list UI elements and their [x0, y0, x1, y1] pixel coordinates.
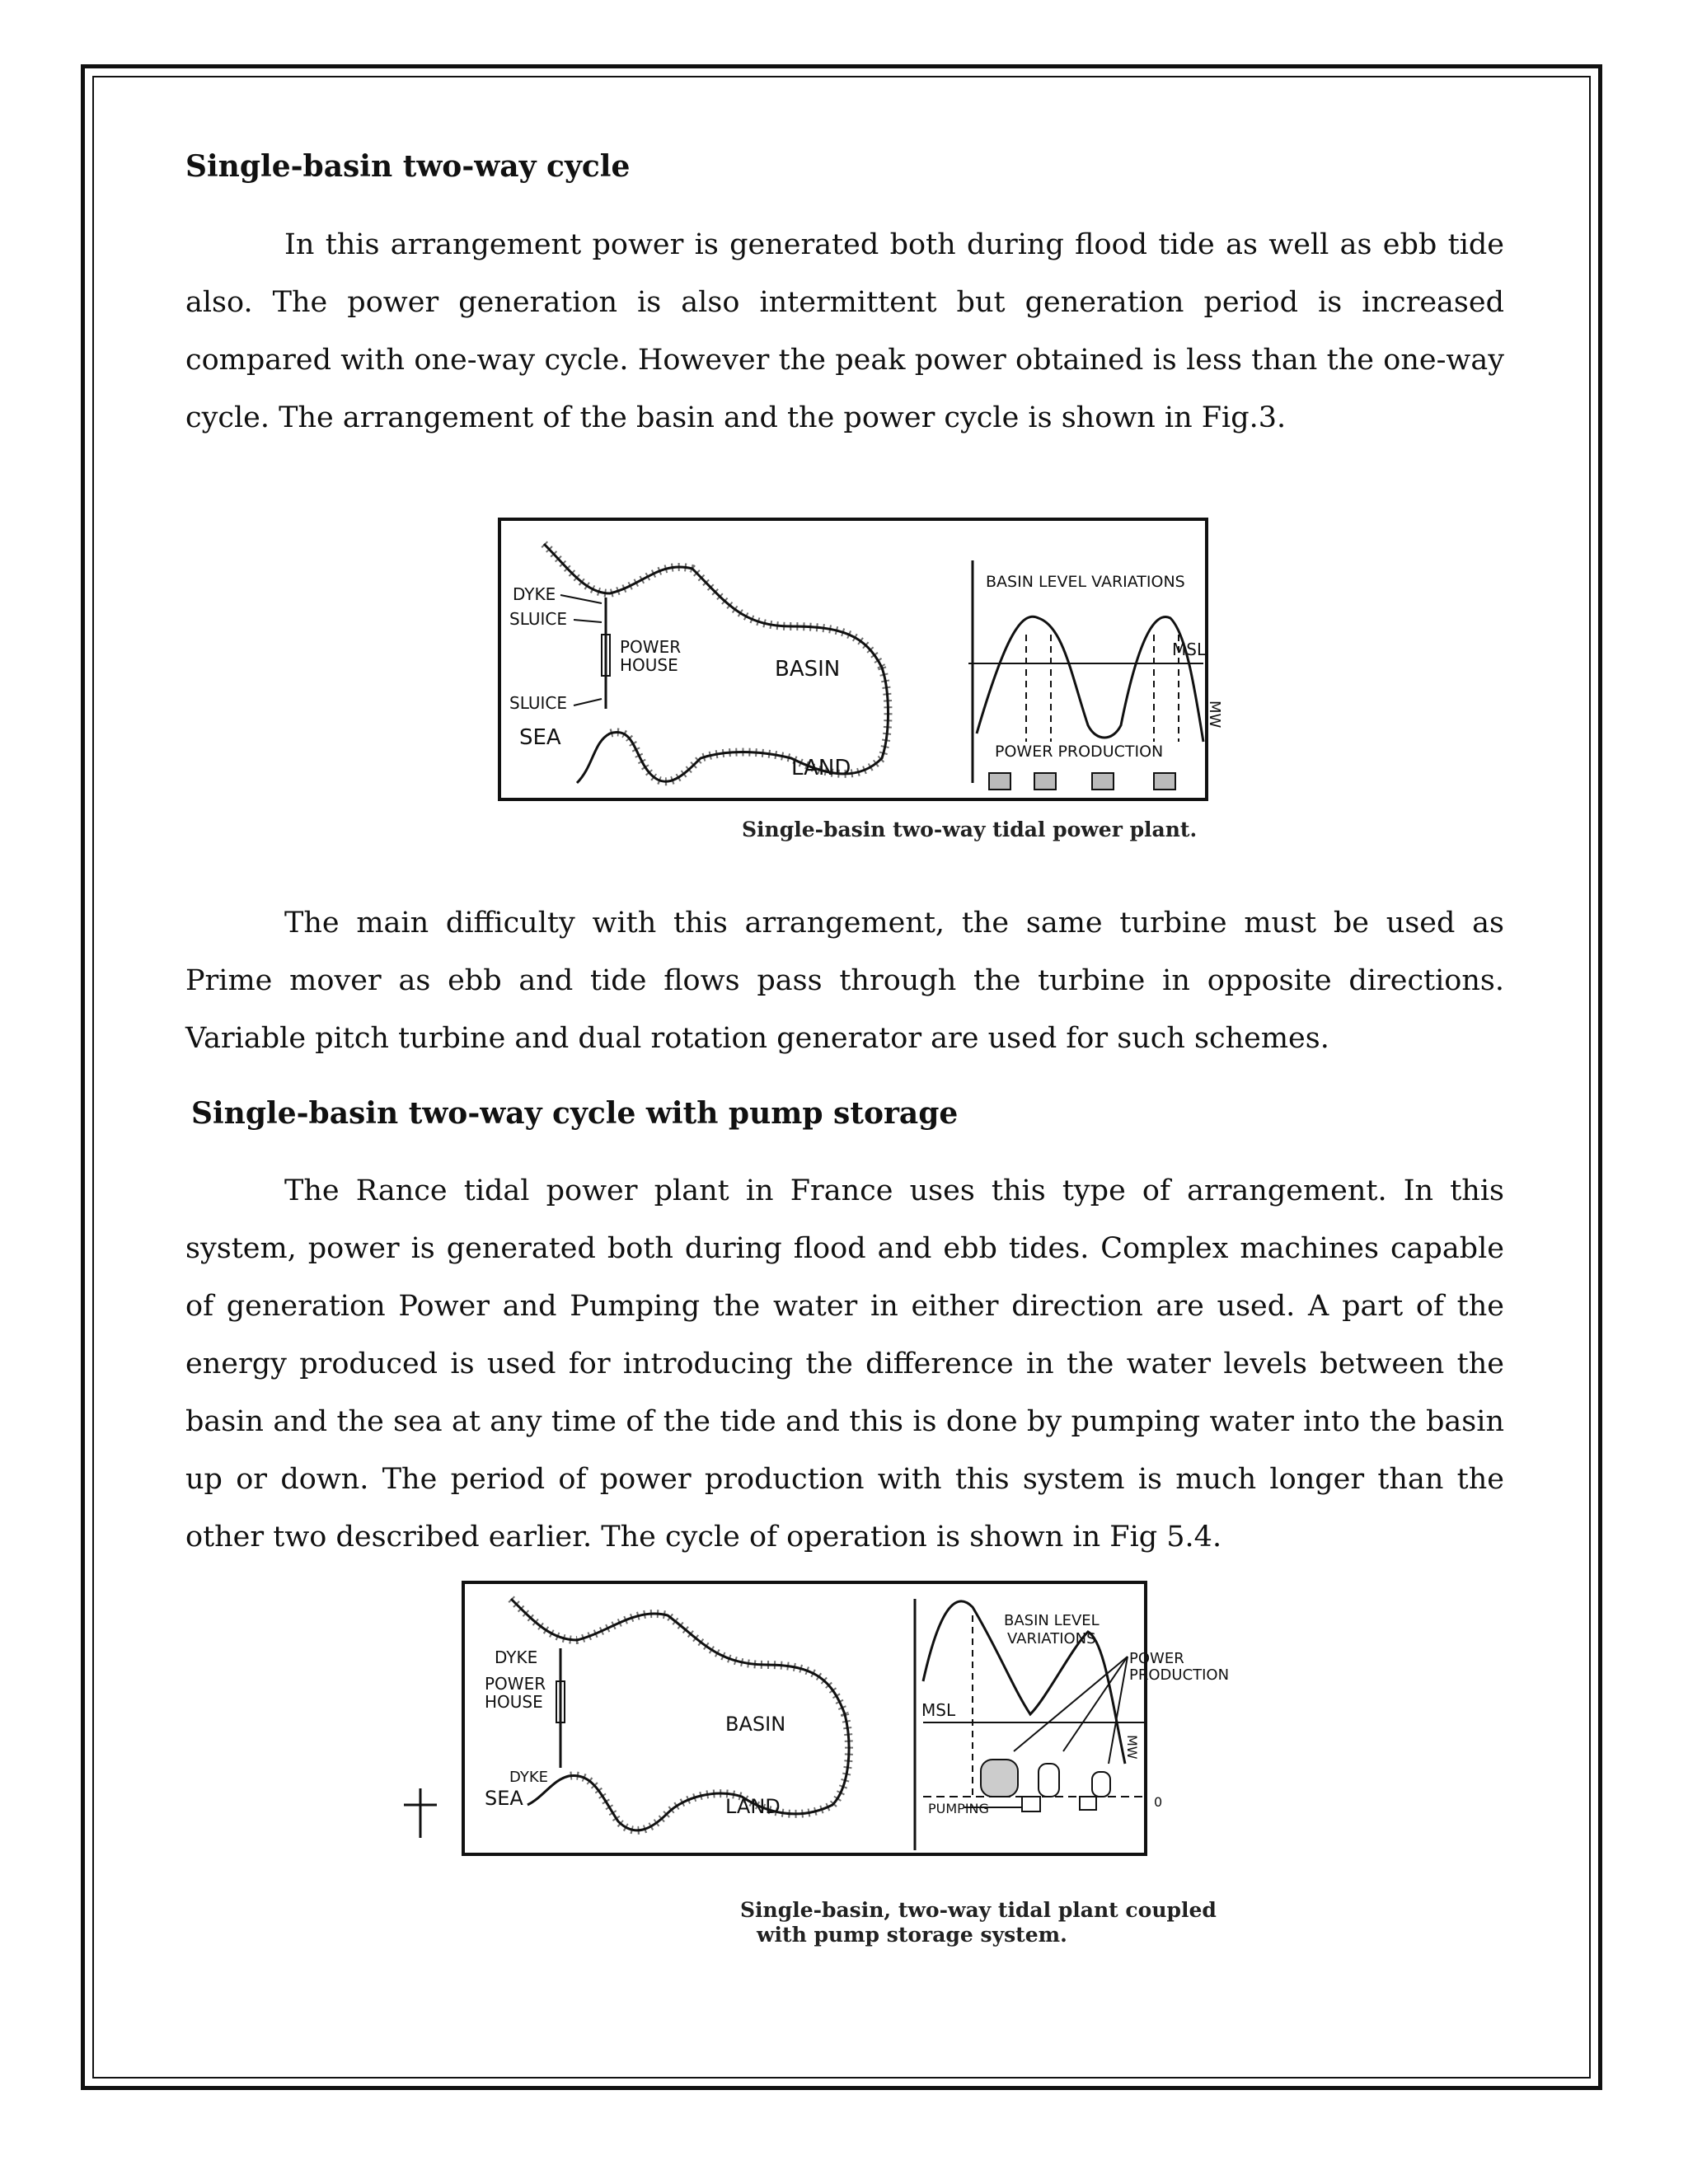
label-sluice-bottom: SLUICE: [509, 693, 567, 713]
label-power-production: POWER PRODUCTION: [995, 743, 1164, 761]
label-basin-level-2: VARIATIONS: [1007, 1630, 1096, 1647]
figure-pump-storage-plant: [387, 1574, 1335, 1947]
figure-pump-storage-diagram: [387, 1574, 1335, 1887]
label-pumping: PUMPING: [928, 1801, 989, 1816]
figure-two-way-diagram: [495, 511, 1223, 816]
paragraph-two-way-difficulty: The main difficulty with this arrangement, the same turbine must be used as Prime mover as ebb and tide flows pass through the turbine in opposite directions. Variable pitch turbine and dual rotation generator are used for such schemes.: [185, 907, 1504, 1055]
label-zero: 0: [1154, 1794, 1163, 1810]
label-land: LAND: [725, 1795, 781, 1818]
section-heading-two-way: Single-basin two-way cycle: [185, 149, 631, 184]
section-heading-pump-storage: Single-basin two-way cycle with pump storage: [191, 1096, 959, 1131]
figure-two-way-plant: [495, 511, 1223, 841]
label-sluice-top: SLUICE: [509, 609, 567, 629]
label-power-production-2: PRODUCTION: [1129, 1666, 1230, 1684]
label-msl: MSL: [1172, 640, 1207, 659]
label-power-house-2: HOUSE: [620, 655, 678, 675]
paragraph-pump-storage: The Rance tidal power plant in France uses this type of arrangement. In this system, power is generated both during flood and ebb tides. Complex machines capable of generation Power and Pumping the water in either direction are used. A part of the energy produced is used for introducing the difference in the water levels between the basin and the sea at any time of the tide and this is done by pumping water into the basin up or down. The period of power production with this system is much longer than the other two described earlier. The cycle of operation is shown in Fig 5.4.: [185, 1174, 1504, 1554]
label-basin: BASIN: [725, 1713, 786, 1736]
label-basin: BASIN: [775, 657, 841, 682]
label-power-house-1: POWER: [485, 1674, 546, 1694]
label-dyke-bottom: DYKE: [509, 1769, 549, 1786]
label-sea: SEA: [519, 725, 561, 750]
label-power-house-2: HOUSE: [485, 1692, 543, 1712]
label-dyke-top: DYKE: [495, 1647, 538, 1667]
figure-caption-pump-storage-1: Single-basin, two-way tidal plant coupled: [740, 1898, 1217, 1922]
label-msl: MSL: [921, 1700, 956, 1720]
label-land: LAND: [791, 756, 851, 780]
label-power-production-1: POWER: [1129, 1650, 1184, 1667]
figure-caption-two-way: Single-basin two-way tidal power plant.: [742, 818, 1198, 841]
label-mw: MW: [1124, 1735, 1140, 1760]
paragraph-two-way-intro: In this arrangement power is generated both during flood tide as well as ebb tide also. The power generation is also intermittent but generation period is increased compared with one-way cycle. However the peak power obtained is less than the one-way cycle. The arrangement of the basin and the power cycle is shown in Fig.3.: [185, 228, 1504, 434]
label-dyke: DYKE: [513, 584, 556, 604]
figure-caption-pump-storage-2: with pump storage system.: [757, 1923, 1067, 1947]
label-mw: MW: [1206, 701, 1223, 729]
label-basin-level-1: BASIN LEVEL: [1004, 1612, 1100, 1629]
label-basin-level-variations: BASIN LEVEL VARIATIONS: [986, 573, 1185, 591]
label-power-house-1: POWER: [620, 637, 682, 657]
label-sea: SEA: [485, 1787, 523, 1810]
